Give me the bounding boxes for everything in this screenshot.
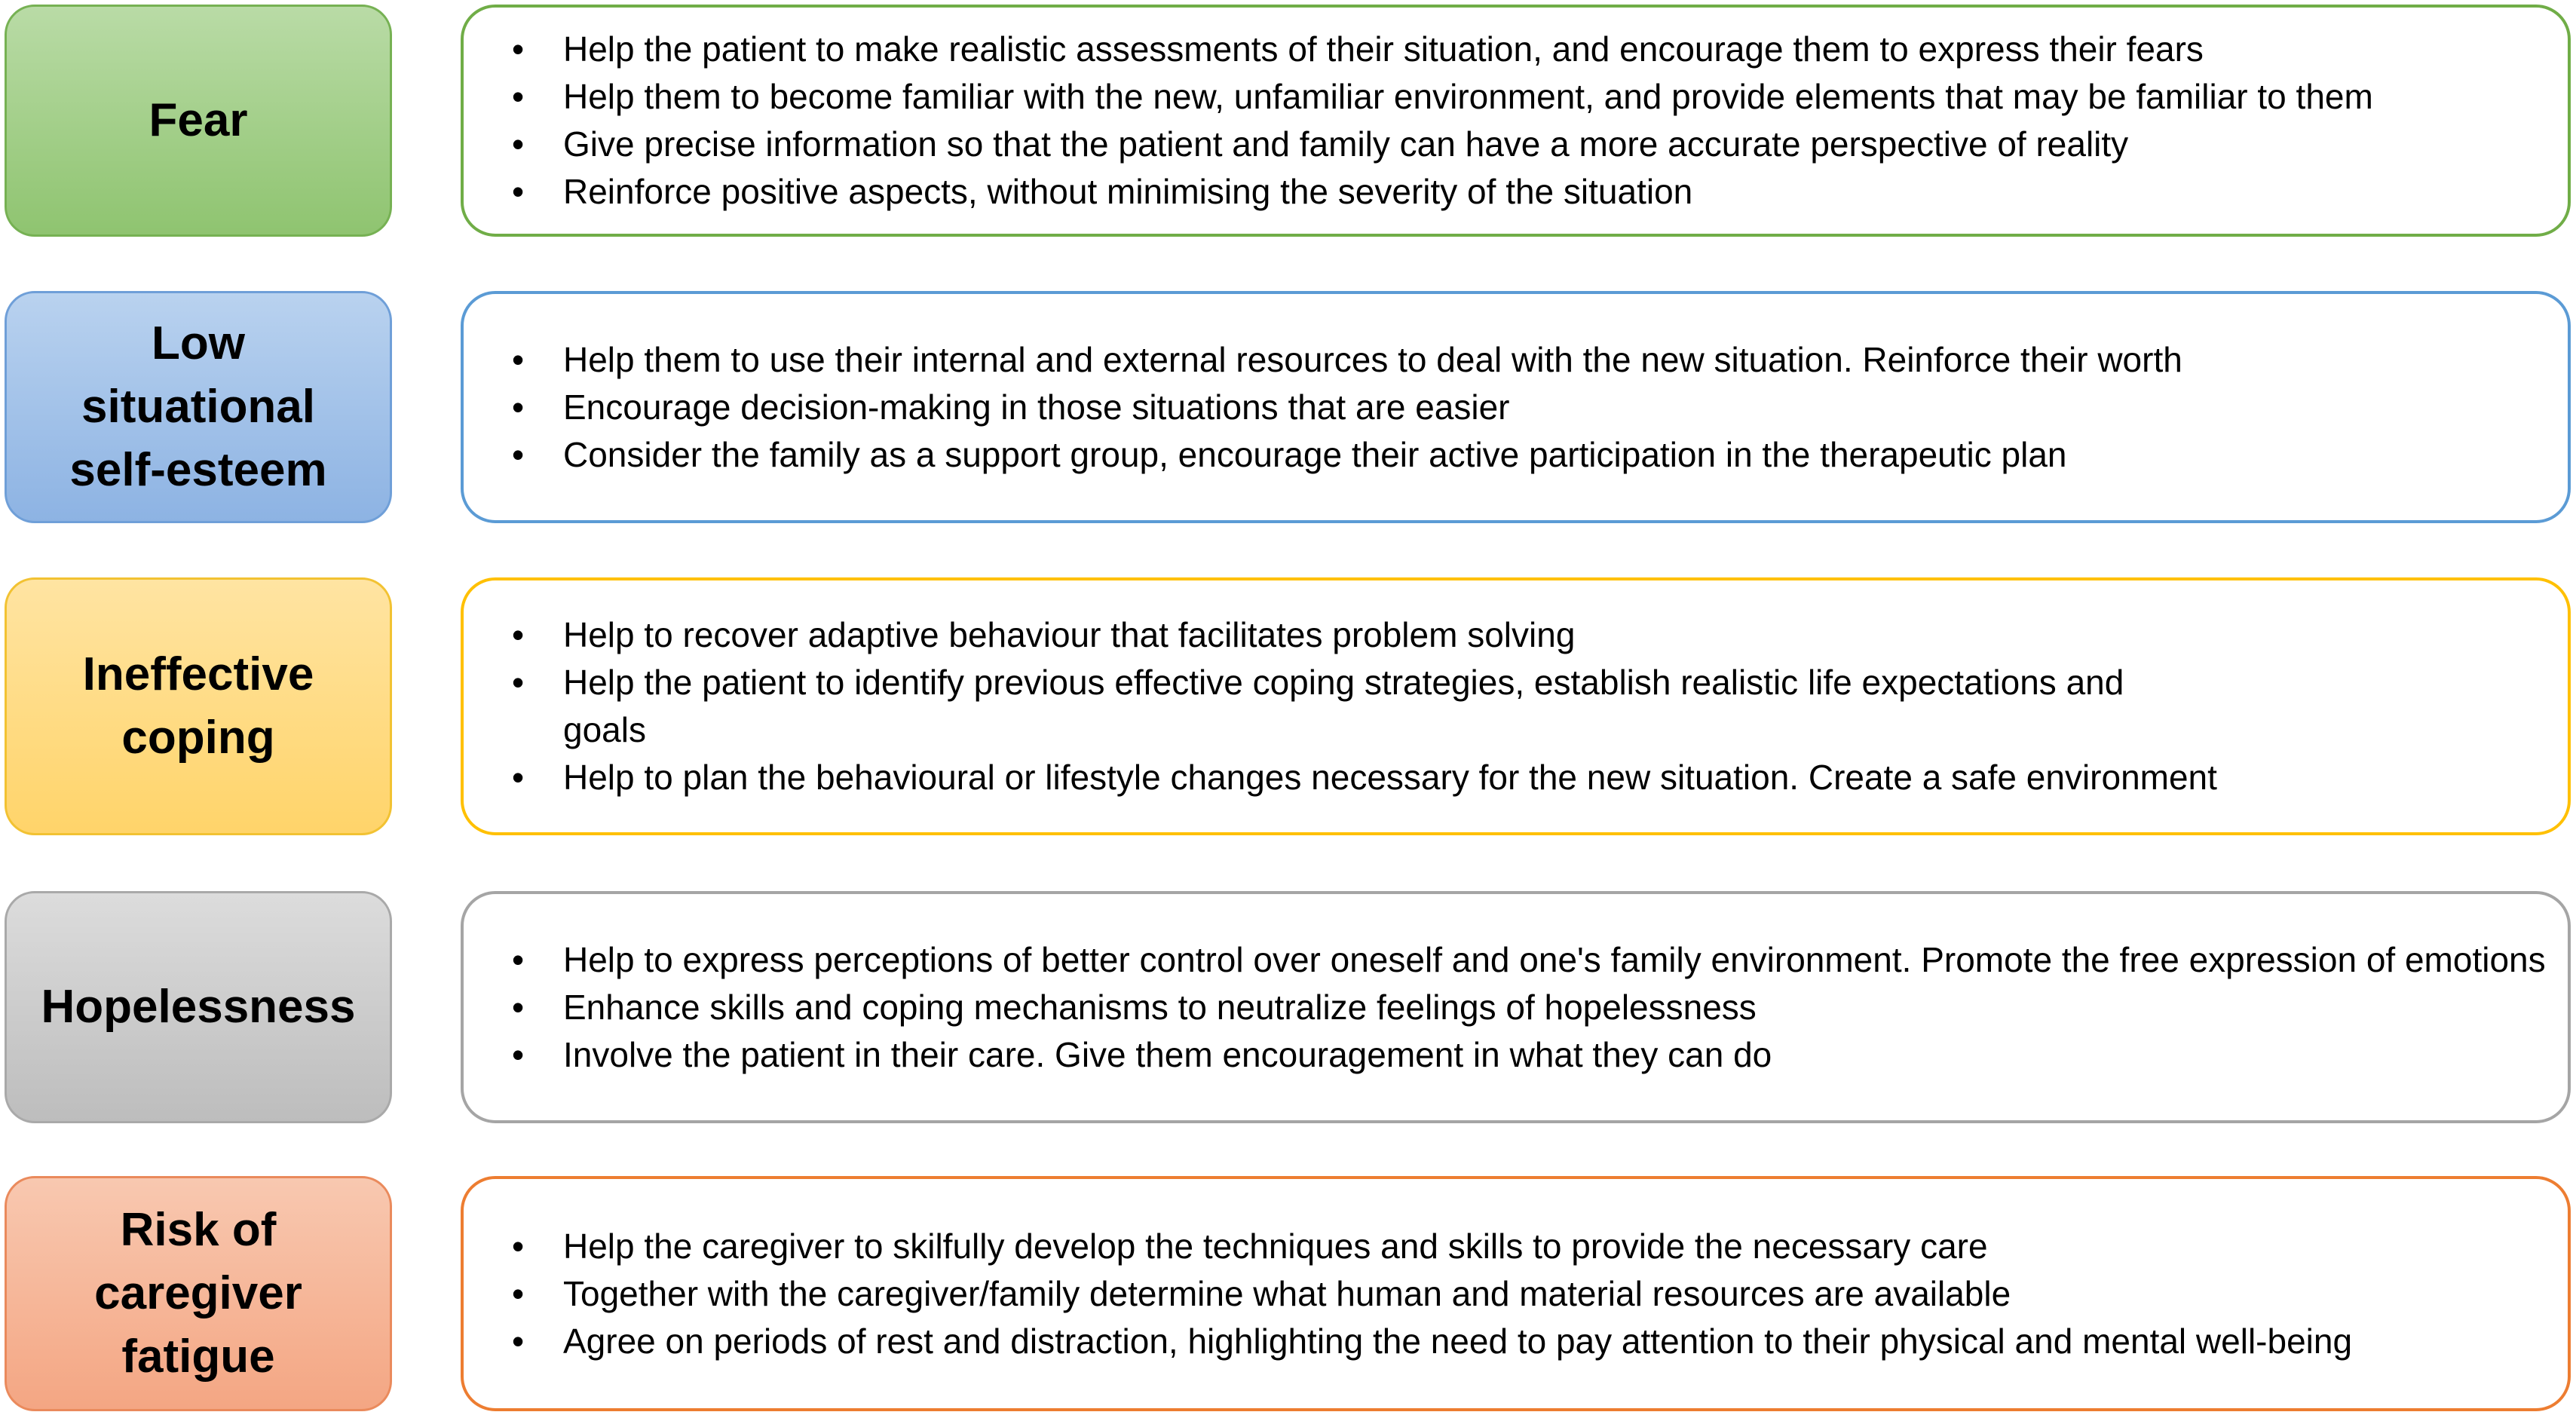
bullet-icon: • [511,1321,525,1361]
diagnosis-label-box [5,291,392,523]
diagnosis-label-box [5,5,392,237]
intervention-text: Help the patient to make realistic assessments of their situation, and encourage them to express their fears [563,29,2204,69]
list-item [503,1031,2568,1079]
interventions-list [464,611,2568,801]
interventions-list [464,26,2568,216]
bullet-icon: • [511,434,525,474]
bullet-icon: • [511,172,525,211]
list-item [503,336,2568,384]
diagnosis-row-ineffective-coping [0,577,2576,835]
bullet-icon: • [511,615,525,654]
bullet-icon: • [511,1226,525,1266]
intervention-text: Involve the patient in their care. Give them encouragement in what they can do [563,1034,1772,1074]
bullet-icon: • [511,939,525,979]
interventions-list [464,336,2568,479]
intervention-text: Together with the caregiver/family determine what human and material resources are available [563,1273,2011,1313]
diagnosis-label: Ineffective coping [82,648,314,764]
bullet-icon: • [511,77,525,116]
list-item [503,1223,2568,1270]
diagnosis-label: Low situational self-esteem [69,317,327,496]
interventions-box [461,5,2571,237]
list-item [503,754,2568,801]
list-item [503,1318,2568,1365]
diagnosis-label-box [5,577,392,835]
intervention-text: Agree on periods of rest and distraction, highlighting the need to pay attention to their physical and mental well-being [563,1321,2353,1361]
list-item [503,611,2568,659]
intervention-text: Consider the family as a support group, encourage their active participation in the therapeutic plan [563,434,2067,474]
bullet-icon: • [511,663,525,702]
interventions-box [461,291,2571,523]
list-item [503,168,2568,216]
intervention-text: Reinforce positive aspects, without minimising the severity of the situation [563,172,1693,211]
interventions-box [461,1176,2571,1411]
diagnosis-label-box [5,1176,392,1411]
intervention-text: Give precise information so that the patient and family can have a more accurate perspective of reality [563,124,2129,164]
list-item [503,984,2568,1031]
list-item [503,26,2568,73]
diagnosis-label-box [5,891,392,1123]
interventions-box [461,891,2571,1123]
intervention-text: Help to express perceptions of better control over oneself and one's family environment. Promote the free expression of emotions [563,939,2546,979]
diagnosis-label: Risk of caregiver fatigue [94,1204,302,1383]
bullet-icon: • [511,339,525,379]
intervention-text: Help them to use their internal and external resources to deal with the new situation. Reinforce their worth [563,339,2182,379]
diagnosis-row-caregiver-fatigue [0,1176,2576,1411]
bullet-icon: • [511,387,525,427]
list-item [503,73,2568,121]
diagnosis-row-hopelessness [0,891,2576,1123]
list-item [503,1270,2568,1318]
bullet-icon: • [511,29,525,69]
interventions-list [464,1223,2568,1365]
bullet-icon: • [511,1034,525,1074]
bullet-icon: • [511,758,525,797]
list-item [503,384,2568,431]
diagnosis-label: Hopelessness [41,981,356,1033]
intervention-text: Help them to become familiar with the new, unfamiliar environment, and provide elements that may be familiar to them [563,77,2373,116]
interventions-box [461,577,2571,835]
intervention-text: Help to plan the behavioural or lifestyle changes necessary for the new situation. Create a safe environment [563,758,2217,797]
bullet-icon: • [511,124,525,164]
list-item [503,936,2568,984]
intervention-text: Enhance skills and coping mechanisms to neutralize feelings of hopelessness [563,987,1757,1027]
intervention-text: Help the patient to identify previous effective coping strategies, establish realistic life expectations and goals [563,663,2124,749]
diagnosis-label: Fear [149,94,248,146]
intervention-text: Encourage decision-making in those situations that are easier [563,387,1510,427]
bullet-icon: • [511,1273,525,1313]
list-item [503,121,2568,168]
intervention-text: Help to recover adaptive behaviour that facilitates problem solving [563,615,1576,654]
diagnosis-row-fear [0,5,2576,237]
interventions-list [464,936,2568,1079]
diagnosis-row-low-self-esteem [0,291,2576,523]
intervention-text: Help the caregiver to skilfully develop the techniques and skills to provide the necessary care [563,1226,1988,1266]
bullet-icon: • [511,987,525,1027]
list-item [503,431,2568,479]
list-item [503,659,2568,754]
